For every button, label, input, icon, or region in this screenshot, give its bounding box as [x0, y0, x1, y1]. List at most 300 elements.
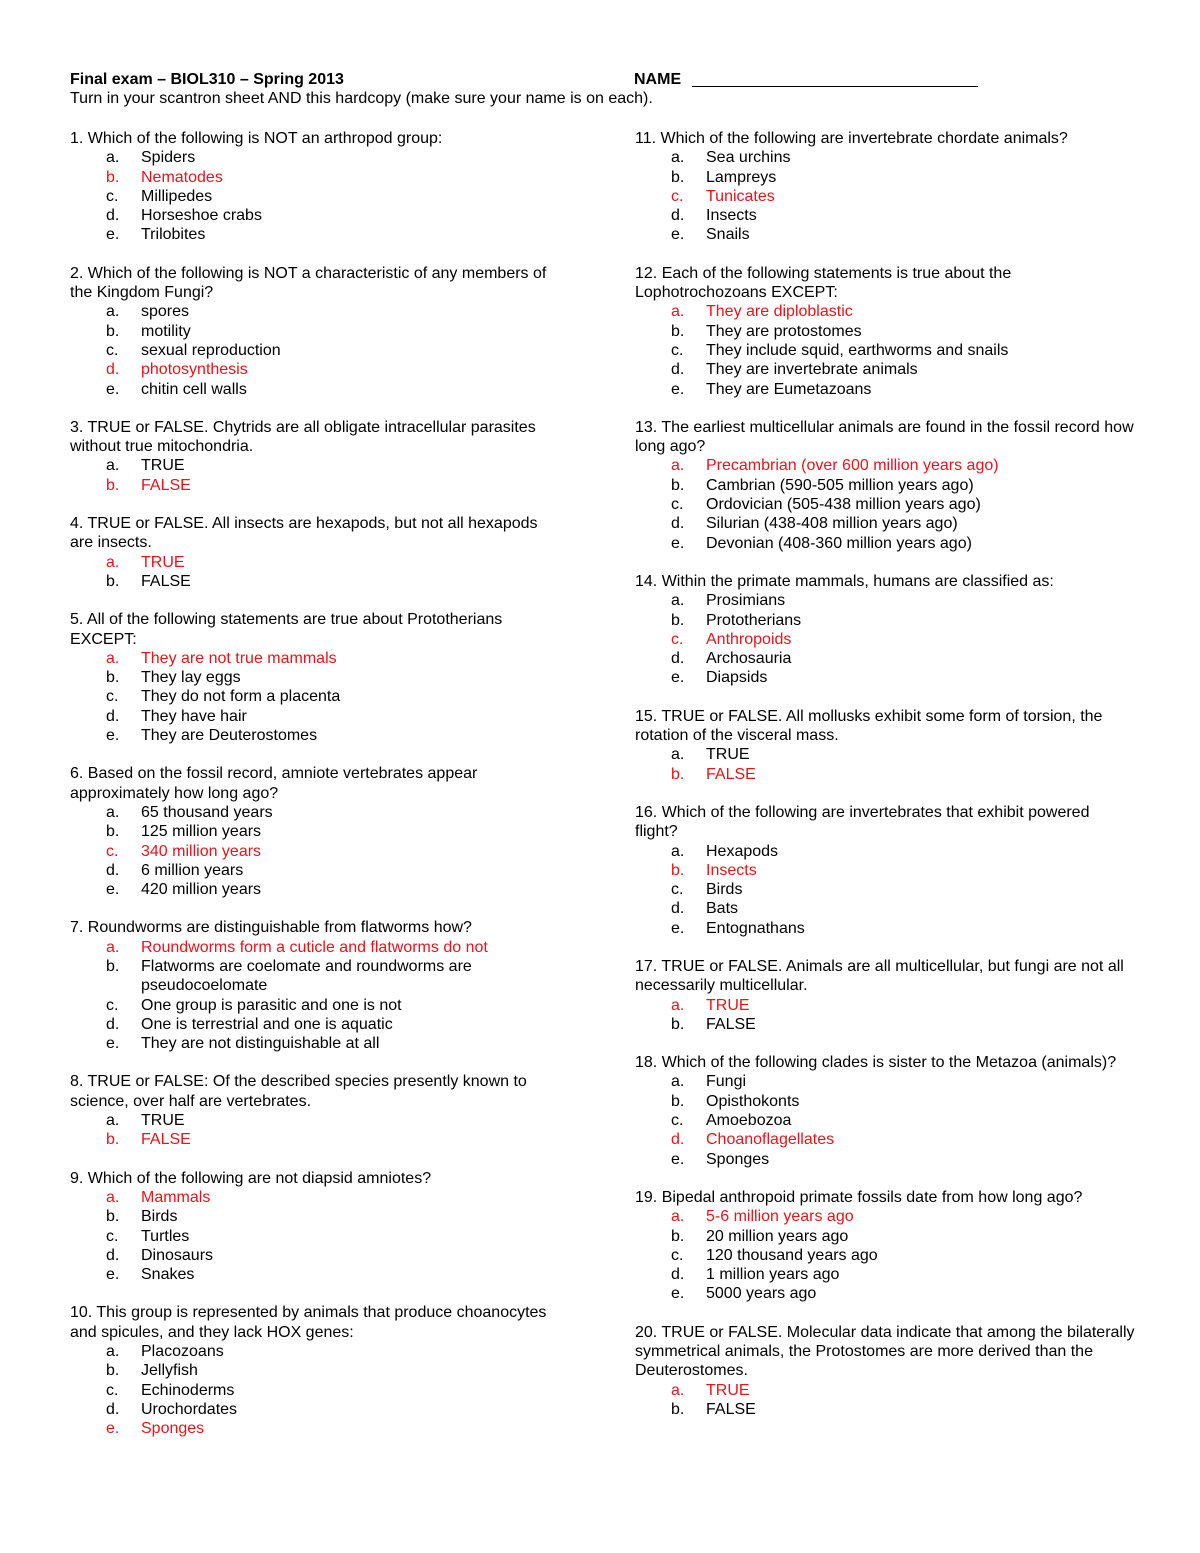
- option-text: Nematodes: [141, 168, 223, 186]
- answer-option: [70, 1265, 560, 1284]
- option-text: 125 million years: [141, 823, 262, 841]
- question-16: [635, 803, 1135, 938]
- option-letter: b.: [106, 823, 120, 841]
- option-letter: e.: [106, 727, 120, 745]
- answer-options: [635, 745, 1135, 784]
- answer-option: [635, 514, 1135, 533]
- option-text: FALSE: [141, 476, 191, 494]
- option-text: They are Deuterostomes: [141, 727, 318, 745]
- option-letter: b.: [671, 861, 685, 879]
- answer-option: [70, 1246, 560, 1265]
- option-text: Devonian (408-360 million years ago): [706, 534, 972, 552]
- option-text: Sea urchins: [706, 149, 791, 167]
- option-text: Hexapods: [706, 842, 779, 860]
- option-letter: e.: [106, 1420, 120, 1438]
- option-letter: a.: [671, 746, 685, 764]
- option-text: Opisthokonts: [706, 1092, 800, 1110]
- answer-option: [635, 148, 1135, 167]
- option-text: Silurian (438-408 million years ago): [706, 515, 958, 533]
- answer-option: [635, 1072, 1135, 1091]
- question-2: [70, 264, 560, 399]
- option-text: They are protostomes: [706, 322, 862, 340]
- option-text: One is terrestrial and one is aquatic: [141, 1015, 393, 1033]
- option-text: 65 thousand years: [141, 803, 273, 821]
- option-text: TRUE: [706, 746, 750, 764]
- question-12: [635, 264, 1135, 399]
- option-text: Birds: [141, 1208, 178, 1226]
- option-text: Prosimians: [706, 592, 786, 610]
- question-text: 14. Within the primate mammals, humans are classified as:: [635, 572, 1054, 590]
- option-letter: a.: [106, 1112, 120, 1130]
- option-text: photosynthesis: [141, 361, 248, 379]
- option-letter: a.: [671, 1381, 685, 1399]
- answer-option: [635, 1111, 1135, 1130]
- answer-option: [635, 341, 1135, 360]
- option-letter: e.: [671, 1150, 685, 1168]
- question-text: 5. All of the following statements are true about Prototherians EXCEPT:: [70, 611, 503, 648]
- option-text: Tunicates: [706, 187, 775, 205]
- option-letter: e.: [671, 226, 685, 244]
- answer-options: [70, 803, 560, 899]
- option-letter: b.: [671, 765, 685, 783]
- answer-option: [70, 668, 560, 687]
- answer-option: [70, 1400, 560, 1419]
- option-text: FALSE: [141, 1131, 191, 1149]
- answer-options: [635, 1072, 1135, 1168]
- answer-option: [635, 1150, 1135, 1169]
- option-letter: b.: [671, 1400, 685, 1418]
- question-6: [70, 764, 560, 899]
- question-text: 12. Each of the following statements is true about the Lophotrochozoans EXCEPT:: [635, 264, 1012, 302]
- option-letter: b.: [106, 476, 120, 494]
- option-text: Lampreys: [706, 168, 777, 186]
- option-letter: c.: [671, 1112, 684, 1130]
- option-letter: b.: [671, 1227, 685, 1245]
- option-letter: a.: [106, 803, 120, 821]
- name-label: NAME: [634, 71, 682, 88]
- option-text: 20 million years ago: [706, 1227, 849, 1245]
- option-letter: a.: [671, 996, 685, 1014]
- option-text: 120 thousand years ago: [706, 1246, 878, 1264]
- question-text: 18. Which of the following clades is sister to the Metazoa (animals)?: [635, 1054, 1117, 1072]
- answer-option: [635, 611, 1135, 630]
- answer-option: [70, 1111, 560, 1130]
- option-text: 420 million years: [141, 881, 262, 899]
- option-letter: a.: [106, 303, 120, 321]
- option-text: Snakes: [141, 1266, 195, 1284]
- option-text: TRUE: [141, 553, 185, 571]
- option-letter: c.: [671, 881, 684, 899]
- answer-option: [635, 668, 1135, 687]
- option-letter: b.: [671, 168, 685, 186]
- question-8: [70, 1072, 560, 1149]
- option-letter: a.: [671, 303, 685, 321]
- question-3: [70, 418, 560, 495]
- option-letter: c.: [106, 1381, 119, 1399]
- answer-option-correct: [635, 1130, 1135, 1149]
- instructions: Turn in your scantron sheet AND this hardcopy (make sure your name is on each).: [70, 90, 653, 107]
- answer-option-correct: [635, 456, 1135, 475]
- answer-option: [635, 1246, 1135, 1265]
- option-text: Spiders: [141, 149, 196, 167]
- answer-options: [635, 842, 1135, 938]
- answer-option: [635, 745, 1135, 764]
- option-text: They are not true mammals: [141, 649, 337, 667]
- option-text: Anthropoids: [706, 630, 792, 648]
- question-15: [635, 707, 1135, 784]
- answer-option: [635, 1227, 1135, 1246]
- option-letter: b.: [106, 322, 120, 340]
- answer-option-correct: [70, 1130, 560, 1149]
- option-text: One group is parasitic and one is not: [141, 996, 402, 1014]
- answer-options: [635, 591, 1135, 687]
- option-text: motility: [141, 322, 191, 340]
- option-letter: b.: [106, 572, 120, 590]
- question-text: 17. TRUE or FALSE. Animals are all multicellular, but fungi are not all necessarily multicellular.: [635, 957, 1124, 995]
- option-text: They include squid, earthworms and snails: [706, 341, 1009, 359]
- answer-option: [635, 1400, 1135, 1419]
- answer-option: [70, 187, 560, 206]
- option-letter: e.: [106, 1035, 120, 1053]
- option-text: FALSE: [141, 572, 191, 590]
- answer-option: [70, 996, 560, 1015]
- option-text: TRUE: [706, 1381, 750, 1399]
- answer-option: [70, 1034, 560, 1053]
- option-letter: a.: [671, 149, 685, 167]
- answer-option: [635, 495, 1135, 514]
- question-text: 15. TRUE or FALSE. All mollusks exhibit some form of torsion, the rotation of the visceral mass.: [635, 707, 1103, 745]
- answer-options: [70, 553, 560, 592]
- option-letter: b.: [106, 1131, 120, 1149]
- option-letter: a.: [106, 1188, 120, 1206]
- option-letter: e.: [106, 380, 120, 398]
- answer-option-correct: [70, 360, 560, 379]
- answer-option: [70, 380, 560, 399]
- answer-option: [70, 572, 560, 591]
- answer-options: [635, 148, 1135, 244]
- option-text: They have hair: [141, 707, 247, 725]
- question-text: 3. TRUE or FALSE. Chytrids are all obligate intracellular parasites without true mitochondria.: [70, 418, 536, 456]
- option-text: Prototherians: [706, 611, 802, 629]
- answer-option: [70, 1015, 560, 1034]
- option-text: Precambrian (over 600 million years ago): [706, 457, 999, 475]
- option-text: TRUE: [141, 457, 185, 475]
- option-letter: d.: [671, 650, 685, 668]
- answer-options: [70, 456, 560, 495]
- option-letter: b.: [671, 1092, 685, 1110]
- question-text: 6. Based on the fossil record, amniote vertebrates appear approximately how long ago?: [70, 765, 478, 802]
- answer-option: [635, 476, 1135, 495]
- question-19: [635, 1188, 1135, 1304]
- answer-options: [635, 1381, 1135, 1420]
- answer-option: [70, 1361, 560, 1380]
- option-text: Roundworms form a cuticle and flatworms do not: [141, 938, 488, 956]
- option-letter: d.: [106, 207, 120, 225]
- answer-option: [635, 1284, 1135, 1303]
- option-text: Mammals: [141, 1188, 211, 1206]
- option-text: Sponges: [706, 1150, 770, 1168]
- option-text: Insects: [706, 861, 757, 879]
- option-text: Placozoans: [141, 1343, 224, 1361]
- option-letter: a.: [106, 649, 120, 667]
- answer-option: [635, 880, 1135, 899]
- option-text: 5-6 million years ago: [706, 1208, 854, 1226]
- answer-option-correct: [635, 630, 1135, 649]
- answer-option: [70, 456, 560, 475]
- answer-option: [70, 1227, 560, 1246]
- question-text: 13. The earliest multicellular animals are found in the fossil record how long ago?: [635, 418, 1134, 456]
- option-letter: c.: [671, 187, 684, 205]
- option-letter: a.: [671, 592, 685, 610]
- question-13: [635, 418, 1135, 553]
- question-text: 4. TRUE or FALSE. All insects are hexapods, but not all hexapods are insects.: [70, 515, 538, 552]
- answer-option: [70, 206, 560, 225]
- answer-option: [70, 687, 560, 706]
- option-text: Archosauria: [706, 650, 792, 668]
- header-row: [70, 70, 1130, 89]
- question-20: [635, 1323, 1135, 1419]
- question-text: 11. Which of the following are invertebrate chordate animals?: [635, 130, 1068, 147]
- answer-option: [70, 1342, 560, 1361]
- option-text: Snails: [706, 226, 750, 244]
- answer-option: [70, 1381, 560, 1400]
- option-text: Entognathans: [706, 919, 805, 937]
- answer-option-correct: [70, 1188, 560, 1207]
- question-text: 19. Bipedal anthropoid primate fossils date from how long ago?: [635, 1188, 1083, 1206]
- option-letter: c.: [106, 341, 119, 359]
- option-text: They do not form a placenta: [141, 688, 341, 706]
- option-text: Horseshoe crabs: [141, 207, 262, 225]
- question-text: 8. TRUE or FALSE: Of the described species presently known to science, over half are vertebrates.: [70, 1073, 527, 1110]
- option-text: Jellyfish: [141, 1362, 198, 1380]
- answer-option: [635, 1092, 1135, 1111]
- question-text: 2. Which of the following is NOT a characteristic of any members of the Kingdom Fungi?: [70, 264, 547, 302]
- answer-option: [70, 880, 560, 899]
- option-letter: a.: [106, 457, 120, 475]
- option-text: FALSE: [706, 1400, 756, 1418]
- option-text: They lay eggs: [141, 669, 241, 687]
- option-text: Urochordates: [141, 1400, 238, 1418]
- option-text: They are invertebrate animals: [706, 361, 918, 379]
- question-text: 20. TRUE or FALSE. Molecular data indicate that among the bilaterally symmetrical animals, the Protostomes are more derived than the Deuterostomes.: [635, 1323, 1135, 1380]
- option-letter: a.: [671, 457, 685, 475]
- answer-option-correct: [70, 168, 560, 187]
- option-letter: a.: [106, 938, 120, 956]
- option-letter: e.: [671, 534, 685, 552]
- answer-option: [635, 360, 1135, 379]
- option-letter: e.: [106, 1266, 120, 1284]
- answer-options: [635, 1207, 1135, 1303]
- answer-option: [635, 649, 1135, 668]
- option-text: Diapsids: [706, 669, 768, 687]
- answer-option: [635, 322, 1135, 341]
- answer-option-correct: [70, 1419, 560, 1438]
- option-letter: a.: [671, 1208, 685, 1226]
- answer-option-correct: [635, 861, 1135, 880]
- answer-option: [635, 534, 1135, 553]
- option-text: Bats: [706, 900, 739, 918]
- option-letter: b.: [671, 1015, 685, 1033]
- question-14: [635, 572, 1135, 688]
- answer-option-correct: [635, 302, 1135, 321]
- answer-option: [70, 726, 560, 745]
- option-text: spores: [141, 303, 190, 321]
- option-letter: e.: [671, 669, 685, 687]
- option-text: Amoebozoa: [706, 1112, 792, 1130]
- left-column: [70, 129, 560, 1458]
- question-18: [635, 1053, 1135, 1169]
- question-5: [70, 610, 560, 745]
- answer-option: [635, 168, 1135, 187]
- answer-option: [635, 842, 1135, 861]
- question-17: [635, 957, 1135, 1034]
- option-letter: b.: [671, 476, 685, 494]
- option-letter: c.: [106, 1227, 119, 1245]
- question-text: 9. Which of the following are not diapsid amniotes?: [70, 1169, 432, 1187]
- option-text: Millipedes: [141, 187, 213, 205]
- option-letter: c.: [671, 341, 684, 359]
- option-letter: d.: [671, 515, 685, 533]
- option-text: Turtles: [141, 1227, 190, 1245]
- option-text: Echinoderms: [141, 1381, 235, 1399]
- answer-options: [70, 1188, 560, 1284]
- option-letter: c.: [671, 496, 684, 514]
- option-letter: d.: [106, 1400, 120, 1418]
- answer-option: [70, 957, 560, 996]
- option-letter: d.: [106, 707, 120, 725]
- answer-option: [635, 899, 1135, 918]
- option-letter: d.: [671, 1266, 685, 1284]
- answer-option-correct: [70, 842, 560, 861]
- option-letter: d.: [671, 207, 685, 225]
- option-letter: b.: [106, 1362, 120, 1380]
- option-letter: c.: [671, 1246, 684, 1264]
- option-letter: a.: [106, 149, 120, 167]
- option-text: 340 million years: [141, 842, 262, 860]
- option-letter: b.: [671, 611, 685, 629]
- option-text: FALSE: [706, 1015, 756, 1033]
- answer-option-correct: [70, 649, 560, 668]
- answer-option: [70, 302, 560, 321]
- answer-option: [635, 1265, 1135, 1284]
- option-letter: c.: [106, 842, 119, 860]
- answer-options: [635, 456, 1135, 552]
- answer-option-correct: [70, 553, 560, 572]
- option-text: Insects: [706, 207, 757, 225]
- option-text: Trilobites: [141, 226, 206, 244]
- option-text: Cambrian (590-505 million years ago): [706, 476, 974, 494]
- answer-options: [635, 996, 1135, 1035]
- option-letter: d.: [671, 361, 685, 379]
- option-text: Flatworms are coelomate and roundworms are pseudocoelomate: [141, 957, 472, 995]
- exam-title: Final exam – BIOL310 – Spring 2013: [70, 71, 344, 88]
- option-text: 6 million years: [141, 861, 244, 879]
- answer-option: [70, 861, 560, 880]
- option-letter: e.: [671, 919, 685, 937]
- question-7: [70, 918, 560, 1053]
- answer-options: [70, 1111, 560, 1150]
- option-letter: d.: [671, 1131, 685, 1149]
- exam-header: [70, 70, 1130, 108]
- option-letter: c.: [106, 688, 119, 706]
- question-11: [635, 129, 1135, 245]
- answer-option-correct: [635, 996, 1135, 1015]
- option-text: Ordovician (505-438 million years ago): [706, 496, 981, 514]
- answer-option-correct: [635, 1207, 1135, 1226]
- option-text: They are Eumetazoans: [706, 380, 872, 398]
- option-text: Choanoflagellates: [706, 1131, 835, 1149]
- option-text: Birds: [706, 881, 743, 899]
- option-text: chitin cell walls: [141, 380, 247, 398]
- option-letter: b.: [671, 322, 685, 340]
- option-letter: c.: [106, 996, 119, 1014]
- option-text: TRUE: [141, 1112, 185, 1130]
- option-letter: d.: [106, 1246, 120, 1264]
- answer-option: [635, 225, 1135, 244]
- answer-option: [70, 225, 560, 244]
- option-letter: d.: [671, 900, 685, 918]
- option-text: They are diploblastic: [706, 303, 853, 321]
- option-letter: b.: [106, 669, 120, 687]
- answer-option-correct: [635, 187, 1135, 206]
- answer-option: [70, 707, 560, 726]
- option-letter: e.: [671, 380, 685, 398]
- option-text: Dinosaurs: [141, 1246, 214, 1264]
- answer-options: [635, 302, 1135, 398]
- option-letter: c.: [106, 187, 119, 205]
- question-text: 7. Roundworms are distinguishable from flatworms how?: [70, 919, 472, 937]
- option-text: Sponges: [141, 1420, 205, 1438]
- option-letter: c.: [671, 630, 684, 648]
- answer-option-correct: [70, 476, 560, 495]
- question-1: [70, 129, 560, 245]
- option-letter: e.: [671, 1285, 685, 1303]
- answer-option: [70, 148, 560, 167]
- answer-option: [635, 380, 1135, 399]
- option-text: Fungi: [706, 1073, 747, 1091]
- right-column: [635, 129, 1135, 1438]
- answer-options: [70, 148, 560, 244]
- option-letter: b.: [106, 168, 120, 186]
- answer-options: [70, 649, 560, 745]
- answer-option: [635, 919, 1135, 938]
- answer-option-correct: [70, 938, 560, 957]
- option-text: 1 million years ago: [706, 1266, 840, 1284]
- option-letter: a.: [671, 842, 685, 860]
- answer-option: [70, 822, 560, 841]
- option-letter: b.: [106, 957, 120, 975]
- question-text: 10. This group is represented by animals that produce choanocytes and spicules, and they lack HOX genes:: [70, 1304, 547, 1341]
- option-letter: d.: [106, 1015, 120, 1033]
- option-letter: a.: [106, 1343, 120, 1361]
- option-letter: d.: [106, 861, 120, 879]
- answer-options: [70, 302, 560, 398]
- answer-option: [70, 803, 560, 822]
- option-text: TRUE: [706, 996, 750, 1014]
- question-text: 1. Which of the following is NOT an arthropod group:: [70, 130, 443, 147]
- answer-options: [70, 938, 560, 1054]
- answer-options: [70, 1342, 560, 1438]
- option-letter: b.: [106, 1208, 120, 1226]
- answer-option: [70, 341, 560, 360]
- option-letter: d.: [106, 361, 120, 379]
- name-blank-line: [692, 86, 978, 87]
- option-text: 5000 years ago: [706, 1285, 817, 1303]
- answer-option: [635, 591, 1135, 610]
- answer-option: [635, 206, 1135, 225]
- answer-option: [635, 1015, 1135, 1034]
- answer-option: [70, 322, 560, 341]
